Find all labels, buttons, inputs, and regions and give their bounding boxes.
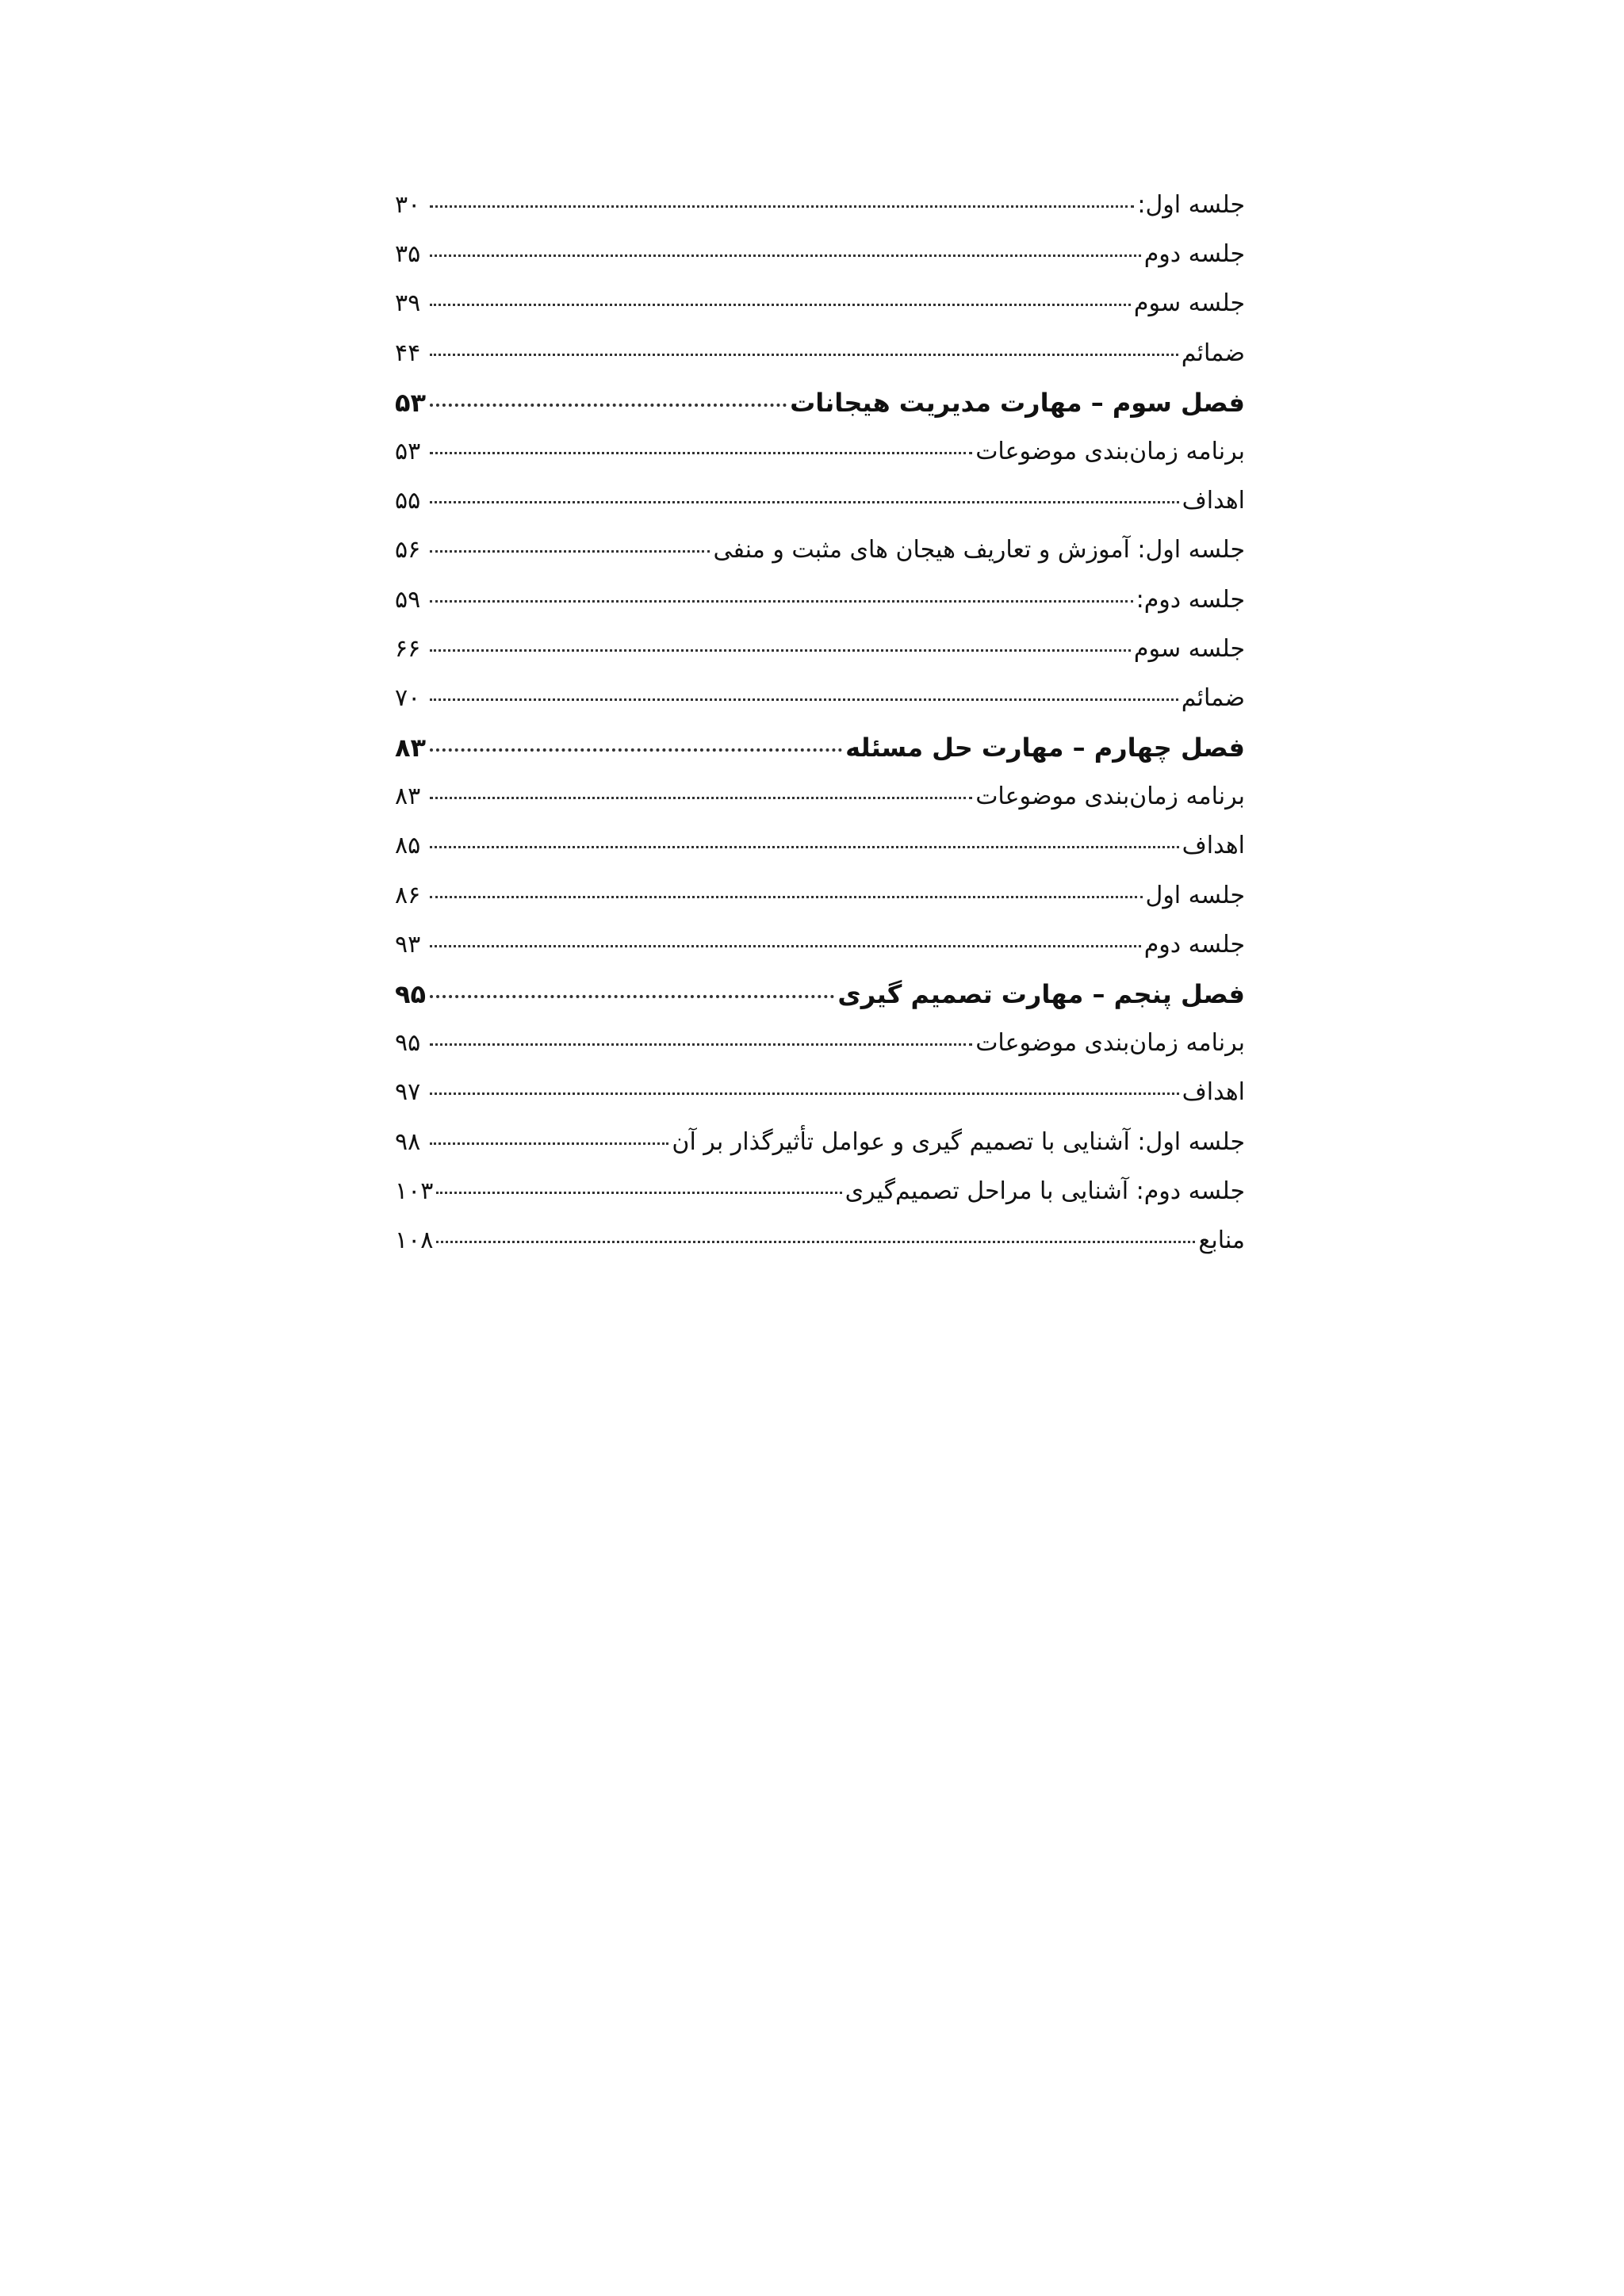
toc-entry-title: جلسه اول:	[1137, 191, 1245, 219]
toc-entry[interactable]	[395, 526, 1245, 575]
toc-entry-title: برنامه زمان‌بندی موضوعات	[975, 437, 1245, 465]
toc-entry[interactable]	[395, 181, 1245, 230]
toc-page-number: ۵۹	[395, 585, 421, 614]
toc-entry-title: جلسه سوم	[1133, 634, 1245, 663]
toc-entry-title: برنامه زمان‌بندی موضوعات	[975, 783, 1245, 811]
dot-leader	[430, 501, 1179, 503]
toc-entry-title: فصل پنجم – مهارت تصمیم گیری	[837, 979, 1245, 1009]
toc-entry-title: ضمائم	[1181, 683, 1245, 712]
toc-entry[interactable]	[395, 674, 1245, 723]
toc-page-number: ۳۵	[395, 240, 421, 269]
dot-leader	[430, 205, 1134, 208]
toc-entry-title: جلسه اول: آموزش و تعاریف هیجان های مثبت و منفی	[713, 536, 1245, 564]
toc-entry-title: منابع	[1198, 1226, 1245, 1254]
toc-entry-title: فصل چهارم – مهارت حل مسئله	[845, 733, 1245, 763]
toc-entry[interactable]	[395, 576, 1245, 625]
toc-entry[interactable]	[395, 1118, 1245, 1167]
dot-leader	[430, 748, 842, 752]
toc-page-number: ۳۰	[395, 191, 421, 219]
dot-leader	[430, 600, 1133, 603]
dot-leader	[430, 698, 1178, 701]
toc-entry-title: اهداف	[1182, 1078, 1245, 1107]
toc-entry[interactable]	[395, 871, 1245, 920]
dot-leader	[430, 354, 1178, 356]
dot-leader	[430, 254, 1141, 257]
toc-page-number: ۹۷	[395, 1078, 421, 1107]
toc-page-number: ۵۳	[395, 387, 427, 418]
toc-chapter-heading[interactable]	[395, 378, 1245, 427]
toc-entry-title: ضمائم	[1181, 339, 1245, 367]
toc-entry-title: اهداف	[1182, 832, 1245, 860]
dot-leader	[430, 846, 1179, 848]
toc-page-number: ۴۴	[395, 339, 421, 367]
toc-entry-title: جلسه دوم	[1143, 240, 1245, 269]
toc-entry[interactable]	[395, 625, 1245, 674]
toc-entry-title: فصل سوم – مهارت مدیریت هیجانات	[790, 387, 1245, 418]
dot-leader	[430, 995, 834, 998]
toc-entry-title: جلسه اول: آشنایی با تصمیم گیری و عوامل تأثیرگذار بر آن	[672, 1127, 1245, 1156]
toc-entry-title: جلسه اول	[1145, 881, 1245, 909]
toc-page-number: ۱۰۳	[395, 1177, 434, 1205]
toc-page-number: ۳۹	[395, 289, 421, 318]
toc-entry[interactable]	[395, 230, 1245, 279]
dot-leader	[436, 1192, 841, 1194]
toc-entry[interactable]	[395, 772, 1245, 821]
toc-page-number: ۷۰	[395, 683, 421, 712]
dot-leader	[430, 1043, 972, 1046]
toc-page-number: ۶۶	[395, 634, 421, 663]
toc-entry[interactable]	[395, 1068, 1245, 1117]
dot-leader	[430, 550, 710, 553]
toc-entry-title: برنامه زمان‌بندی موضوعات	[975, 1029, 1245, 1058]
toc-page-number: ۹۵	[395, 979, 427, 1009]
toc-chapter-heading[interactable]	[395, 723, 1245, 772]
toc-entry[interactable]	[395, 920, 1245, 970]
toc-entry-title: جلسه دوم:	[1136, 585, 1245, 614]
toc-entry[interactable]	[395, 1167, 1245, 1216]
toc-page-number: ۹۸	[395, 1127, 421, 1156]
toc-entry[interactable]	[395, 329, 1245, 378]
toc-entry[interactable]	[395, 1216, 1245, 1265]
toc-entry[interactable]	[395, 279, 1245, 328]
toc-entry[interactable]	[395, 821, 1245, 871]
toc-entry[interactable]	[395, 1019, 1245, 1068]
toc-page-number: ۸۳	[395, 733, 427, 763]
dot-leader	[430, 797, 972, 799]
toc-entry[interactable]	[395, 427, 1245, 476]
dot-leader	[430, 649, 1131, 652]
table-of-contents	[395, 181, 1245, 1265]
toc-page-number: ۸۵	[395, 832, 421, 860]
dot-leader	[430, 304, 1131, 306]
toc-entry-title: اهداف	[1182, 487, 1245, 515]
dot-leader	[430, 1142, 668, 1145]
toc-entry-title: جلسه سوم	[1133, 289, 1245, 318]
dot-leader	[430, 896, 1143, 898]
toc-page-number: ۵۶	[395, 536, 421, 564]
toc-page-number: ۸۶	[395, 881, 421, 909]
dot-leader	[436, 1241, 1195, 1243]
dot-leader	[430, 452, 972, 454]
toc-page-number: ۵۳	[395, 437, 421, 465]
toc-page-number: ۱۰۸	[395, 1226, 434, 1254]
toc-entry-title: جلسه دوم	[1143, 930, 1245, 959]
toc-page-number: ۸۳	[395, 783, 421, 811]
toc-page-number: ۹۵	[395, 1029, 421, 1058]
toc-chapter-heading[interactable]	[395, 970, 1245, 1019]
toc-entry-title: جلسه دوم: آشنایی با مراحل تصمیم‌گیری	[845, 1177, 1245, 1205]
toc-entry[interactable]	[395, 476, 1245, 526]
dot-leader	[430, 945, 1141, 947]
toc-page-number: ۹۳	[395, 930, 421, 959]
dot-leader	[430, 1093, 1179, 1095]
toc-page-number: ۵۵	[395, 487, 421, 515]
dot-leader	[430, 404, 787, 407]
